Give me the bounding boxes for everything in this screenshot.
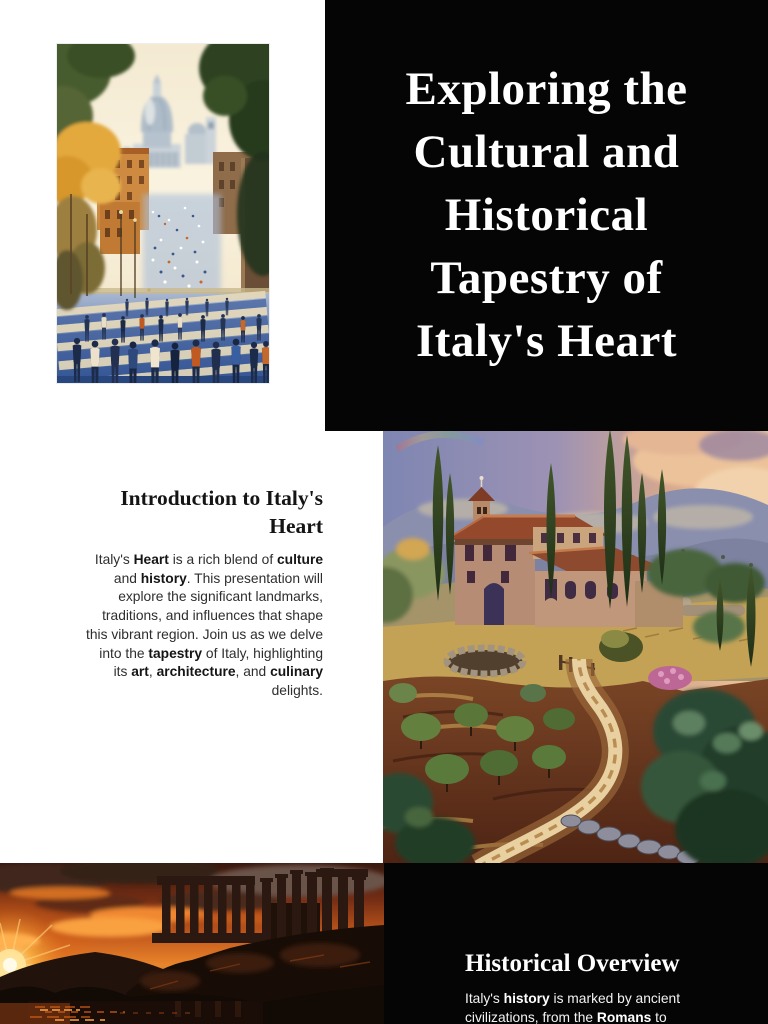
temple-ruins-photo-image bbox=[0, 863, 384, 1024]
history-paragraph: Italy's history is marked by ancient civilizations, from the Romans to bbox=[465, 991, 681, 1024]
presentation-title: Exploring the Cultural and Historical Tapestry of Italy's Heart bbox=[405, 63, 688, 367]
intro-section bbox=[20, 484, 323, 701]
intro-paragraph: Italy's Heart is a rich blend of culture and history. This presentation will explore the significant landmarks, traditions, and influences that shape this vibrant region. Join us as we delve into the tapestry of Italy, highlighting its art, architecture, and culinary delights. bbox=[86, 552, 323, 698]
street-painting-image bbox=[57, 44, 269, 383]
tuscan-villa-painting-image bbox=[383, 431, 768, 863]
history-section bbox=[384, 863, 768, 1024]
intro-heading: Introduction to Italy's Heart bbox=[120, 486, 323, 538]
history-heading: Historical Overview bbox=[465, 950, 680, 977]
title-panel bbox=[325, 0, 768, 431]
